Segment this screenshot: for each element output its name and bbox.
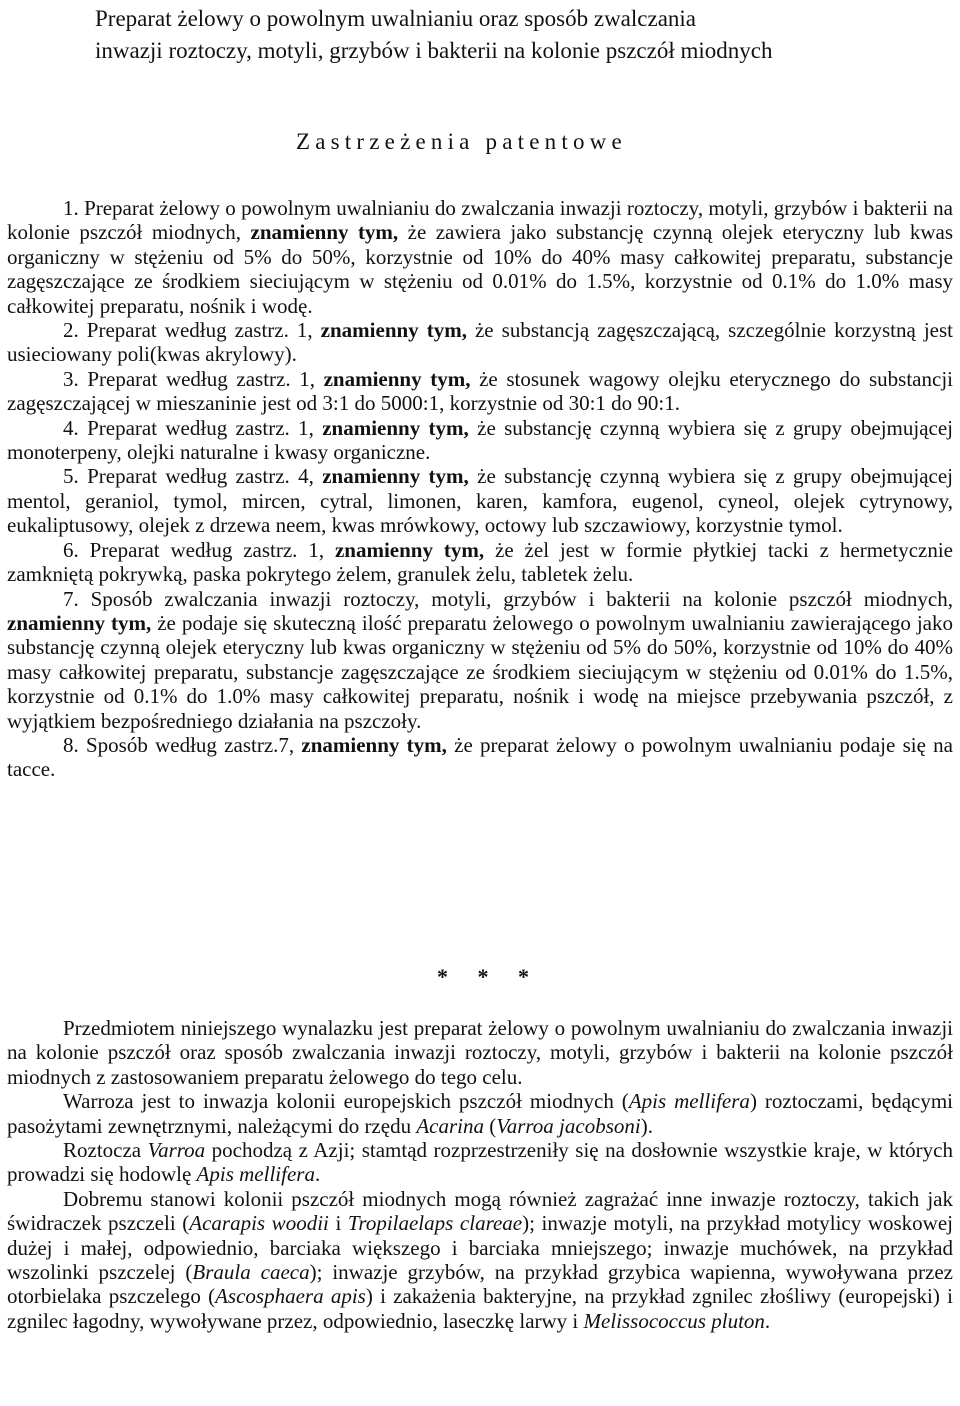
species-name: Melissococcus pluton	[583, 1308, 765, 1333]
claim-6: 6. Preparat według zastrz. 1, znamienny tym, że żel jest w formie płytkiej tacki z hermetycznie zamkniętą pokrywką, paska pokrytego żelem, granulek żelu, tabletek żelu.	[7, 537, 953, 587]
claim-keyword: znamienny tym,	[323, 366, 471, 391]
species-name: Tropilaelaps clareae	[347, 1211, 523, 1236]
genus-name: Varroa	[147, 1138, 206, 1163]
claim-keyword: znamienny tym,	[322, 415, 469, 440]
paragraph-origin: Roztocza Varroa pochodzą z Azji; stamtąd rozprzestrzeniły się na dosłownie wszystkie kraje, w których prowadzi się hodowlę Apis mellifera.	[7, 1138, 953, 1187]
taxon-name: Acarina	[416, 1113, 484, 1138]
claim-8: 8. Sposób według zastrz.7, znamienny tym, że preparat żelowy o powolnym uwalnianiu podaje się na tacce.	[7, 732, 953, 782]
claim-4: 4. Preparat według zastrz. 1, znamienny tym, że substancję czynną wybiera się z grupy obejmującej monoterpeny, olejki naturalne i kwasy organiczne.	[7, 415, 953, 465]
paragraph-varroa: Warroza jest to inwazja kolonii europejskich pszczół miodnych (Apis mellifera) roztoczami, będącymi pasożytami zewnętrznymi, należącymi do rzędu Acarina (Varroa jacobsoni).	[7, 1089, 954, 1138]
claim-keyword: znamienny tym,	[250, 220, 399, 245]
claim-1: 1. Preparat żelowy o powolnym uwalnianiu do zwalczania inwazji roztoczy, motyli, grzybów i bakterii na kolonie pszczół miodnych, znamienny tym, że zawiera jako substancję czynną olejek eteryczny lub kwas organiczny w stężeniu od 5% do 50%, korzystnie od 10% do 40% masy całkowitej preparatu, substancje zagęszczające ze środkiem sieciującym w stężeniu od 0.01% do 1.5%, korzystnie od 0.1% do 1.0% masy całkowitej preparatu, nośnik i wodę.	[7, 196, 953, 318]
paragraph-threats: Dobremu stanowi kolonii pszczół miodnych mogą również zagrażać inne inwazje roztoczy, takich jak świdraczek pszczeli (Acarapis woodii i Tropilaelaps clareae); inwazje motyli, na przykład motylicy woskowej dużej i małej, odpowiednio, barciaka większego i barciaka mniejszego; inwazje muchówek, na przykład wszolinki pszczelej (Braula caeca); inwazje grzybów, na przykład grzybica wapienna, wywoływana przez otorbielaka pszczelego (Ascosphaera apis) i zakażenia bakteryjne, na przykład zgnilec złośliwy (europejski) i zgnilec łagodny, wywoływane przez, odpowiednio, laseczkę larwy i Melissococcus pluton.	[7, 1186, 954, 1333]
title-line-1: Preparat żelowy o powolnym uwalnianiu oraz sposób zwalczania	[95, 6, 696, 31]
claim-keyword: znamienny tym,	[7, 610, 152, 635]
species-name: Braula caeca	[192, 1260, 310, 1285]
claim-3: 3. Preparat według zastrz. 1, znamienny tym, że stosunek wagowy olejku eterycznego do substancji zagęszczającej w mieszaninie jest od 3:1 do 5000:1, korzystnie od 30:1 do 90:1.	[7, 366, 953, 416]
section-heading: Zastrzeżenia patentowe	[296, 129, 627, 154]
document-title	[95, 3, 955, 67]
claim-keyword: znamienny tym,	[322, 464, 469, 489]
title-line-2: inwazji roztoczy, motyli, grzybów i bakterii na kolonie pszczół miodnych	[95, 38, 773, 63]
claim-5: 5. Preparat według zastrz. 4, znamienny tym, że substancję czynną wybiera się z grupy obejmującej mentol, geraniol, tymol, mircen, cytral, limonen, karen, kamfora, eugenol, cyneol, olejek cytrynowy, eukaliptusowy, olejek z drzewa neem, kwas mrówkowy, octowy lub szczawiowy, korzystnie tymol.	[7, 464, 953, 538]
claim-2: 2. Preparat według zastrz. 1, znamienny tym, że substancją zagęszczającą, szczególnie korzystną jest usieciowany poli(kwas akrylowy).	[7, 318, 953, 367]
description-body	[7, 1016, 953, 1333]
claim-7: 7. Sposób zwalczania inwazji roztoczy, motyli, grzybów i bakterii na kolonie pszczół miodnych, znamienny tym, że podaje się skuteczną ilość preparatu żelowego o powolnym uwalnianiu zawierającego jako substancję czynną olejek eteryczny lub kwas organiczny w stężeniu od 5% do 50%, korzystnie od 10% do 40% masy całkowitej preparatu, substancje zagęszczające ze środkiem sieciującym w stężeniu od 0.01% do 1.5%, korzystnie od 0.1% do 1.0% masy całkowitej preparatu, nośnik i wodę na miejsce przebywania pszczół, z wyjątkiem bezpośredniego działania na pszczoły.	[7, 586, 953, 733]
species-name: Acarapis woodii	[189, 1211, 329, 1236]
species-name: Ascosphaera apis	[215, 1284, 366, 1309]
species-name: Varroa jacobsoni	[496, 1113, 641, 1138]
paragraph-intro: Przedmiotem niniejszego wynalazku jest preparat żelowy o powolnym uwalnianiu do zwalczania inwazji na kolonie pszczół oraz sposób zwalczania inwazji roztoczy, motyli, grzybów i bakterii na kolonie pszczół miodnych z zastosowaniem preparatu żelowego do tego celu.	[7, 1016, 953, 1089]
claims-list	[7, 196, 953, 782]
species-name: Apis mellifera	[196, 1162, 315, 1187]
section-separator: * * *	[437, 964, 541, 989]
claim-keyword: znamienny tym,	[334, 537, 485, 562]
species-name: Apis mellifera	[628, 1089, 750, 1114]
claim-keyword: znamienny tym,	[301, 732, 447, 757]
claim-keyword: znamienny tym,	[320, 318, 467, 343]
